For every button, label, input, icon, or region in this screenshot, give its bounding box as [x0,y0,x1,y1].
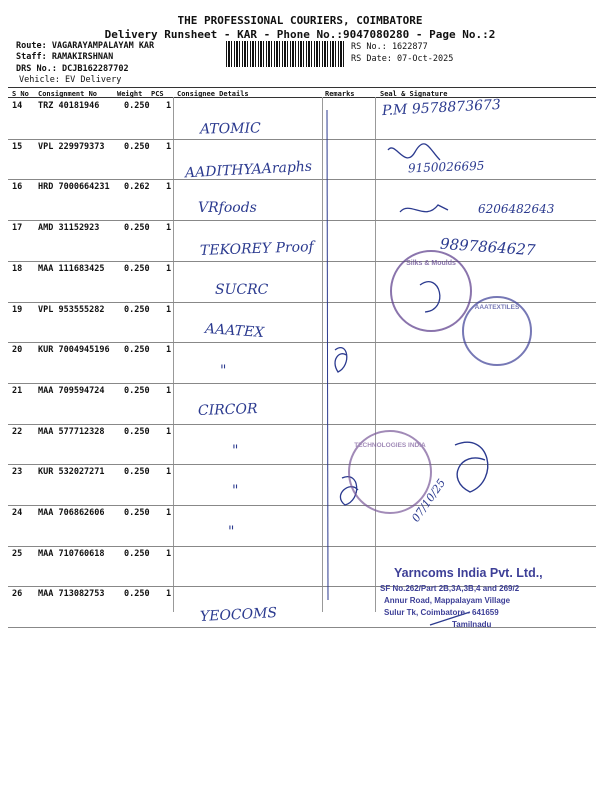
aaatex-stamp [462,296,532,366]
row-weight: 0.250 [124,426,150,437]
row-consignee-handwriting: TEKOREY Proof [199,239,314,260]
technologies-stamp-text: TECHNOLOGIES INDIA [354,442,426,449]
row-weight: 0.250 [124,263,150,274]
row-sno: 17 [12,223,23,234]
row-weight: 0.250 [124,223,150,234]
row-consignee-handwriting: AADITHYAAraphs [184,158,313,182]
seal-line-4: Tamilnadu [452,620,492,629]
col-consignment: Consignment No [38,90,98,98]
row-consignee-handwriting: " [228,524,235,540]
row-consignment: MAA 111683425 [38,263,105,274]
col-weight: Weight [117,90,143,98]
row-consignment: HRD 7000664231 [38,182,110,193]
row-pcs: 1 [166,263,172,274]
row-pcs: 1 [166,101,172,111]
rs-number: RS No.: 1622877 [351,42,428,52]
moulds-stamp-text: Silks & Moulds [406,260,456,267]
row-sno: 20 [12,345,23,356]
row-sno: 15 [12,141,23,152]
row-pcs: 1 [166,223,172,234]
row-weight: 0.250 [124,101,150,111]
row-consignee-handwriting: SUCRC [215,281,269,298]
row-sno: 16 [12,182,23,193]
row-weight: 0.250 [124,345,150,356]
seal-company: Yarncoms India Pvt. Ltd., [394,566,543,580]
moulds-stamp [390,250,472,332]
handwritten-phone-3: 6206482643 [478,202,555,216]
row-weight: 0.262 [124,182,150,193]
row-sno: 14 [12,101,23,111]
row-sno: 21 [12,385,23,396]
row-weight: 0.250 [124,548,150,559]
row-consignment: VPL 229979373 [38,141,105,152]
row-sno: 25 [12,548,23,559]
row-consignment: KUR 532027271 [38,467,105,478]
row-consignee-handwriting: AAATEX [204,320,265,341]
row-sno: 26 [12,589,23,600]
row-pcs: 1 [166,589,172,600]
drs-number: DRS No.: DCJB162287702 [16,64,129,74]
row-weight: 0.250 [124,385,150,396]
row-consignment: MAA 706862606 [38,508,105,518]
row-weight: 0.250 [124,589,150,600]
row-pcs: 1 [166,508,172,518]
handwritten-phone-2: 9150026695 [407,158,485,176]
row-consignee-handwriting: ATOMIC [199,120,261,138]
row-consignment: MAA 709594724 [38,385,105,396]
document-subtitle: Delivery Runsheet - KAR - Phone No.:9047080280 - Page No.:2 [104,28,496,41]
row-weight: 0.250 [124,508,150,518]
row-consignee-handwriting: " [220,363,227,380]
row-consignee-handwriting: CIRCOR [197,400,258,419]
row-pcs: 1 [166,426,172,437]
col-remarks: Remarks [325,90,355,98]
document-title: THE PROFESSIONAL COURIERS, COIMBATORE [177,14,423,27]
row-pcs: 1 [166,304,172,315]
row-consignment: KUR 7004945196 [38,345,110,356]
row-weight: 0.250 [124,467,150,478]
route-label: Route: VAGARAYAMPALAYAM KAR [16,41,155,51]
col-pcs: PCS [151,90,164,98]
row-pcs: 1 [166,385,172,396]
row-consignee-handwriting: " [232,483,239,500]
row-consignee-handwriting: VRfoods [198,200,257,217]
row-sno: 22 [12,426,23,437]
row-weight: 0.250 [124,304,150,315]
row-consignment: MAA 713082753 [38,589,105,600]
row-sno: 18 [12,263,23,274]
row-consignment: VPL 953555282 [38,304,105,315]
vehicle-label: Vehicle: EV Delivery [19,75,122,85]
row-pcs: 1 [166,345,172,356]
col-sno: S No [12,90,29,98]
row-pcs: 1 [166,548,172,559]
row-consignment: MAA 710760618 [38,548,105,559]
row-consignee-handwriting: YEOCOMS [199,605,278,626]
col-consignee: Consignee Details [177,90,249,98]
row-pcs: 1 [166,182,172,193]
row-consignee-handwriting: " [232,442,239,459]
seal-line-2: Annur Road, Mappalayam Village [384,596,511,605]
technologies-stamp [348,430,432,514]
col-seal: Seal & Signature [380,90,448,98]
row-sno: 23 [12,467,23,478]
staff-label: Staff: RAMAKIRSHNAN [16,52,114,62]
handwritten-phone-1: P.M 9578873673 [381,96,502,120]
row-consignment: MAA 577712328 [38,426,105,437]
row-sno: 24 [12,508,23,518]
handwritten-date: 07/10/25 [409,476,449,525]
seal-line-3: Sulur Tk, Coimbatore - 641659 [384,608,499,617]
row-consignment: AMD 31152923 [38,223,100,234]
row-pcs: 1 [166,467,172,478]
handwritten-phone-4: 9897864627 [439,234,536,260]
row-sno: 19 [12,304,23,315]
rs-date: RS Date: 07-Oct-2025 [351,54,454,64]
row-pcs: 1 [166,141,172,152]
seal-line-1: SF No.262/Part 2B,3A,3B,4 and 269/2 [380,584,520,593]
aaatex-stamp-text: AAATEXTILES [474,304,520,311]
row-weight: 0.250 [124,141,150,152]
row-consignment: TRZ 40181946 [38,101,100,111]
